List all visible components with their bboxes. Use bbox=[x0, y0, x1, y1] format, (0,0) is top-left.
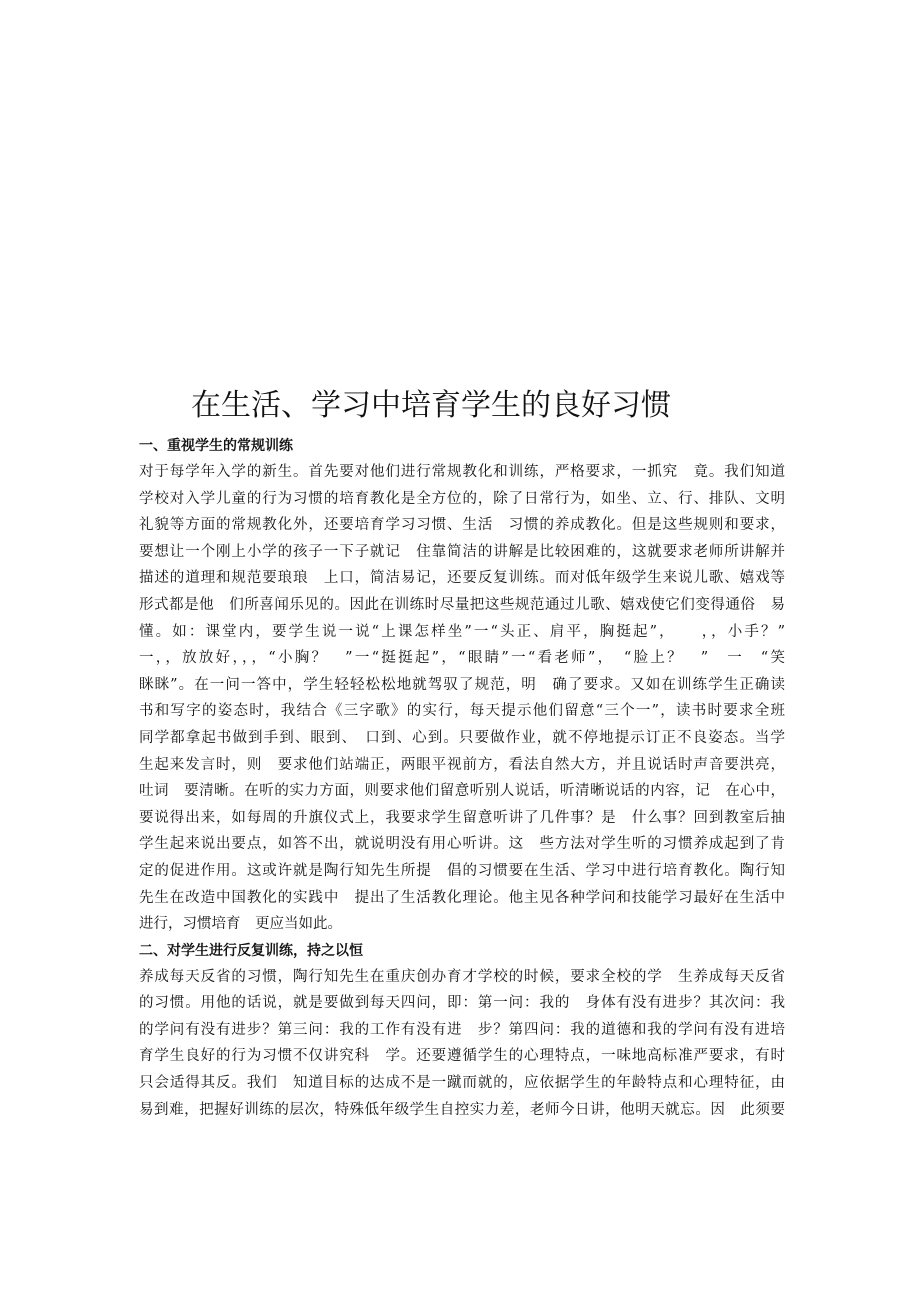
section-heading-2: 二、对学生进行反复训练，持之以恒 bbox=[139, 942, 363, 959]
text-line: 进行，习惯培育 更应当如此。 bbox=[139, 916, 342, 933]
text-line: 易到难，把握好训练的层次，特殊低年级学生自控实力差，老师今日讲，他明天就忘。因 此须要 bbox=[139, 1101, 785, 1118]
text-line: 描述的道理和规范要琅琅 上口，简洁易记，还要反复训练。而对低年级学生来说儿歌、嬉戏等 bbox=[139, 570, 785, 587]
text-line: 育学生良好的行为习惯不仅讲究科 学。还要遵循学生的心理特点，一味地高标准严要求，有时 bbox=[139, 1048, 785, 1065]
text-line: 定的促进作用。这或许就是陶行知先生所提 倡的习惯要在生活、学习中进行培育教化。陶行知 bbox=[139, 862, 785, 879]
text-line: 书和写字的姿态时，我结合《三字歌》的实行，每天提示他们留意“三个一”，读书时要求全班 bbox=[139, 703, 785, 720]
text-line: 先生在改造中国教化的实践中 提出了生活教化理论。他主见各种学问和技能学习最好在生活中 bbox=[139, 889, 785, 906]
text-line: 懂。如：课堂内，要学生说一说“上课怎样坐”一“头正、肩平，胸挺起”， ，，小手？” bbox=[139, 623, 785, 640]
text-line: 的习惯。用他的话说，就是要做到每天四问，即：第一问：我的 身体有没有进步？其次问：我 bbox=[139, 995, 785, 1012]
document-title: 在生活、学习中培育学生的良好习惯 bbox=[191, 388, 671, 423]
text-line: 只会适得其反。我们 知道目标的达成不是一蹴而就的，应依据学生的年龄特点和心理特征，由 bbox=[139, 1075, 785, 1092]
text-line: 要说得出来，如每周的升旗仪式上，我要求学生留意听讲了几件事？是 什么事？回到教室后抽 bbox=[139, 809, 785, 826]
text-line: 要想让一个刚上小学的孩子一下子就记 住靠简洁的讲解是比较困难的，这就要求老师所讲解并 bbox=[139, 543, 785, 560]
text-line: 同学都拿起书做到手到、眼到、 口到、心到。只要做作业，就不停地提示订正不良姿态。当学 bbox=[139, 729, 785, 746]
text-line: 学生起来说出要点，如答不出，就说明没有用心听讲。这 些方法对学生听的习惯养成起到了肯 bbox=[139, 836, 785, 853]
text-line: 养成每天反省的习惯，陶行知先生在重庆创办育才学校的时候，要求全校的学 生养成每天反省 bbox=[139, 968, 785, 985]
text-line: 一，，放放好，，，“小胸？ ”一“挺挺起”，“眼睛”一“看老师”， “脸上？ ” 一 “笑 bbox=[139, 650, 785, 667]
text-line: 生起来发言时，则 要求他们站端正，两眼平视前方，看法自然大方，并且说话时声音要洪亮， bbox=[139, 756, 785, 773]
text-line: 对于每学年入学的新生。首先要对他们进行常规教化和训练，严格要求，一抓究 竟。我们知道 bbox=[139, 464, 785, 480]
text-line: 学校对入学儿童的行为习惯的培育教化是全方位的，除了日常行为，如坐、立、行、排队、文明 bbox=[139, 490, 785, 507]
text-line: 吐词 要清晰。在听的实力方面，则要求他们留意听别人说话，听清晰说话的内容，记 在心中， bbox=[139, 783, 785, 800]
section-2-paragraph bbox=[139, 964, 785, 1124]
text-line: 的学问有没有进步？第三问：我的工作有没有进 步？第四问：我的道德和我的学问有没有进培 bbox=[139, 1021, 785, 1038]
text-line: 眯眯”。在一问一答中，学生轻轻松松地就驾驭了规范，明 确了要求。又如在训练学生正确读 bbox=[139, 676, 785, 693]
section-1-paragraph bbox=[139, 459, 785, 938]
text-line: 形式都是他 们所喜闻乐见的。因此在训练时尽量把这些规范通过儿歌、嬉戏使它们变得通俗 易 bbox=[139, 596, 785, 613]
document-body bbox=[139, 433, 785, 1123]
text-line: 礼貌等方面的常规教化外，还要培育学习习惯、生活 习惯的养成教化。但是这些规则和要求， bbox=[139, 517, 785, 534]
section-heading-1: 一、重视学生的常规训练 bbox=[139, 438, 293, 454]
